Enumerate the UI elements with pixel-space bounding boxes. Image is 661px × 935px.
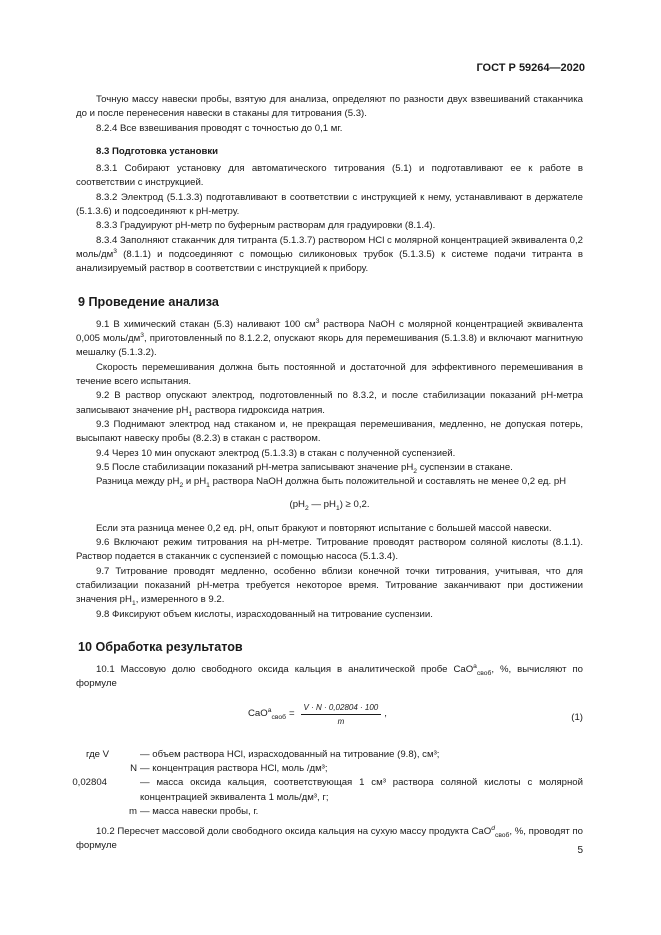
definition-row: 0,02804 — масса оксида кальция, соответствующая 1 см³ раствора соляной кислоты с молярной концентрацией эквивалента 1 моль/дм³, г;	[72, 777, 583, 803]
equation-lhs: CaO$^а_{своб}$	[248, 706, 286, 721]
paragraph: 8.3.1 Собирают установку для автоматического титрования (5.1) и подготавливают ее к работе в соответствии с инструкцией.	[76, 163, 583, 189]
definition-row: m — масса навески пробы, г.	[129, 805, 259, 817]
fraction	[301, 702, 382, 727]
paragraph: Если эта разница менее 0,2 ед. рН, опыт бракуют и повторяют испытание с большей массой навески.	[96, 522, 552, 534]
section-heading: 10 Обработка результатов	[78, 639, 243, 654]
paragraph: 9.8 Фиксируют объем кислоты, израсходованный на титрование суспензии.	[96, 608, 433, 620]
document-code: ГОСТ Р 59264—2020	[476, 62, 585, 74]
subsection-heading: 8.3 Подготовка установки	[96, 145, 219, 157]
paragraph: 8.3.2 Электрод (5.1.3.3) подготавливают в соответствии с инструкцией к нему, устанавливают в держателе (5.1.3.6) и подсоединяют к рН-метру.	[76, 191, 583, 218]
paragraph: 8.3.3 Градуируют рН-метр по буферным растворам для градуировки (8.1.4).	[96, 220, 436, 232]
paragraph: 9.3 Поднимают электрод над стаканом и, не прекращая перемешивания, медленно, не допуская потерь, высыпают навеску пробы (8.2.3) в стакан с раствором.	[76, 418, 583, 445]
paragraph: 8.2.4 Все взвешивания проводят с точностью до 0,1 мг.	[96, 122, 343, 134]
fraction-denominator: m	[337, 716, 345, 726]
paragraph: 9.7 Титрование проводят медленно, особенно вблизи конечной точки титрования, учитывая, что для стабилизации показаний рН-метра требуется некоторое время. Титрование заканчивают при достижении значения $рН_1$, измеренного в 9.2.	[76, 565, 583, 608]
paragraph: 10.2 Пересчет массовой доли свободного оксида кальция на сухую массу продукта CaO$^d_{своб}$, %, проводят по формуле	[76, 824, 583, 852]
paragraph: 9.6 Включают режим титрования на рН-метре. Титрование проводят раствором соляной кислоты (8.1.1). Раствор подается в стаканчик с суспензией с помощью насоса (5.1.3.4).	[76, 537, 583, 563]
equation-comma: ,	[384, 708, 387, 720]
section-heading: 9 Проведение анализа	[78, 294, 219, 309]
paragraph: 9.1 В химический стакан (5.3) наливают 100 $см^3$ раствора NaOH с молярной концентрацией эквивалента 0,005 моль/$дм^3$, приготовленный по 8.1.2.2, опускают якорь для перемешивания (5.1.3.8) и включают магнитную мешалку (5.1.3.2).	[76, 317, 583, 359]
page-number: 5	[577, 845, 583, 856]
paragraph: 10.1 Массовую долю свободного оксида кальция в аналитической пробе CaO$^а_{своб}$, %, вычисляют по формуле	[76, 662, 583, 690]
equals-sign: =	[288, 708, 295, 720]
variable-definitions	[72, 748, 583, 819]
paragraph: Разница между $рН_2$ и $рН_1$ раствора NaOH должна быть положительной и составлять не менее 0,2 ед. рН	[96, 476, 567, 490]
definition-row: N — концентрация раствора HCl, моль /дм³;	[130, 762, 328, 774]
paragraph: 9.2 В раствор опускают электрод, подготовленный по 8.3.2, и после стабилизации показаний рН-метра записывают значение $рН_1$ раствора гидроксида натрия.	[76, 390, 583, 418]
paragraph: Скорость перемешивания должна быть постоянной и достаточной для эффективного перемешивания в течение всего испытания.	[76, 361, 583, 388]
paragraph: 9.4 Через 10 мин опускают электрод (5.1.3.3) в стакан с полученной суспензией.	[96, 447, 456, 459]
equation-1	[76, 698, 583, 738]
paragraph: 9.5 После стабилизации показаний рН-метра записывают значение $рН_2$ суспензии в стакане.	[96, 461, 513, 475]
fraction-numerator: V · N · 0,02804 · 100	[301, 702, 382, 715]
document-body	[72, 93, 583, 854]
inequality-formula: ($рН_2$ — $рН_1) \ge 0,2$.	[289, 499, 370, 513]
paragraph: 8.3.4 Заполняют стаканчик для титранта (5.1.3.7) раствором HCl с молярной концентрацией эквивалента 0,2 моль/$дм^3$ (8.1.1) и подсоединяют с помощью силиконовых трубок (5.1.3.5) к системе подачи титранта в анализируемый раствор в соответствии с инструкцией к прибору.	[76, 234, 583, 275]
paragraph: Точную массу навески пробы, взятую для анализа, определяют по разности двух взвешиваний стаканчика до и после перенесения навески в стаканы для титрования (5.3).	[76, 94, 583, 120]
definition-row: где V — объем раствора HCl, израсходованный на титрование (9.8), см³;	[86, 748, 440, 760]
equation-number: (1)	[571, 711, 583, 723]
